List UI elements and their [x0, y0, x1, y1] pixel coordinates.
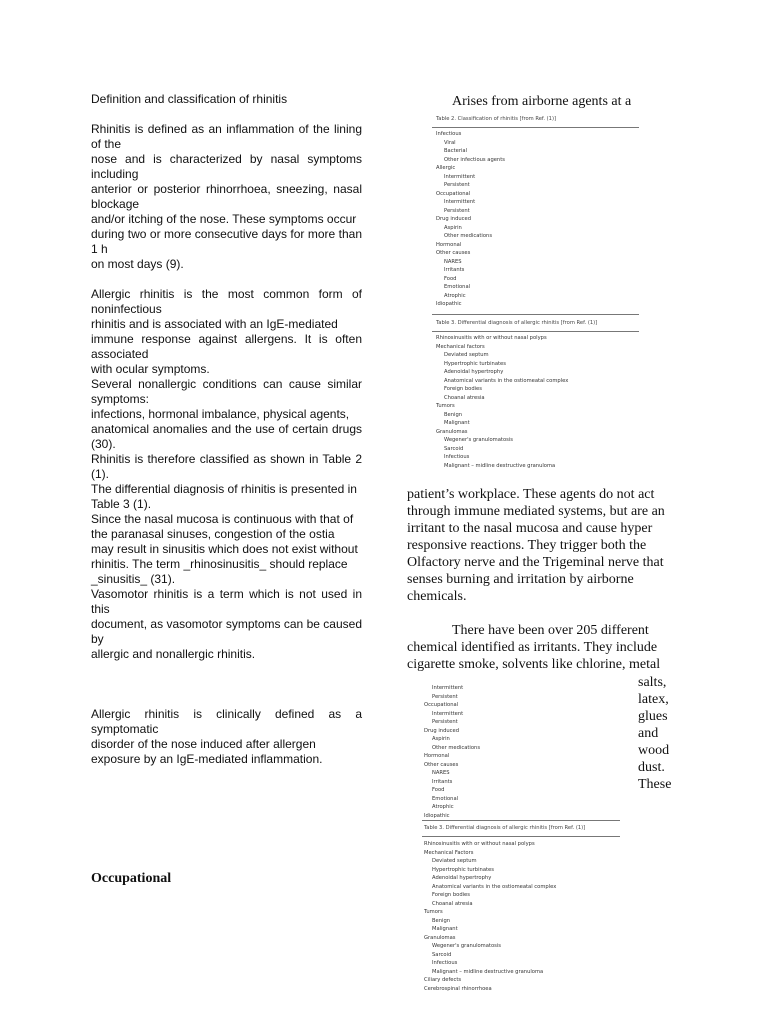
table-row: Atrophic	[432, 804, 454, 810]
table-row: Irritants	[432, 778, 453, 785]
table-row: Persistent	[432, 719, 458, 725]
table-row: Ciliary defects	[424, 977, 462, 983]
side-word: latex,	[638, 692, 669, 707]
table-row: Aspirin	[432, 736, 450, 742]
table-row: Idiopathic	[424, 812, 450, 819]
table-row: NARES	[432, 770, 450, 776]
table-row: Anatomical variants in the ostiomeatal complex	[444, 377, 569, 384]
right-paragraph-irritants: There have been over 205 different chemical identified as irritants. They include cigarette smoke, solvents like chlorine, metal	[407, 623, 661, 672]
right-paragraph-workplace: patient’s workplace. These agents do not act through immune mediated systems, but are an irritant to the nasal mucosa and cause hyper responsive reactions. They trigger both the Olfactory nerve and the Trigeminal nerve that senses burning and irritation by airborne chemicals.	[407, 487, 665, 604]
table-row: Allergic	[436, 165, 456, 171]
table-row: Hypertrophic turbinates	[432, 866, 494, 873]
side-words-list	[638, 674, 671, 793]
table-row: Persistent	[432, 693, 458, 700]
table-row: Drug induced	[424, 727, 460, 734]
table-row: Hypertrophic turbinates	[444, 360, 506, 367]
table-row: Wegener's granulomatosis	[432, 943, 501, 949]
table-row: Other causes	[424, 761, 459, 768]
table2-repeat-rule	[422, 820, 620, 821]
table-row: Food	[444, 275, 457, 282]
table-row: Irritants	[444, 267, 465, 273]
table3-repeat-body	[424, 840, 556, 993]
table-row: Hormonal	[424, 753, 450, 759]
table-row: Hormonal	[436, 241, 462, 248]
table-row: Other medications	[432, 744, 481, 751]
table-row: Viral	[444, 139, 456, 146]
table-row: Intermittent	[432, 685, 464, 691]
table3-repeat-caption: Table 3. Differential diagnosis of allergic rhinitis [from Ref. (1)]	[424, 825, 586, 831]
table-row: Cerebrospinal rhinorrhoea	[424, 985, 492, 992]
table-row: Foreign bodies	[444, 386, 482, 392]
table-row: Other infectious agents	[444, 156, 505, 163]
table-row: Drug induced	[436, 216, 472, 222]
table-row: Persistent	[444, 207, 470, 214]
table-row: Mechanical Factors	[424, 849, 474, 856]
table-row: Adenoidal hypertrophy	[444, 369, 504, 375]
table-row: Adenoidal hypertrophy	[432, 875, 492, 881]
side-word: salts,	[638, 675, 667, 690]
table-row: Rhinosinusitis with or without nasal polyps	[424, 841, 535, 847]
table-row: Emotional	[444, 284, 471, 290]
table-row: Deviated septum	[444, 352, 489, 358]
definition-paragraph: Rhinitis is defined as an inflammation of the lining of the nose and is characterized by nasal symptoms including anterior or posterior rhinorrhoea, sneezing, nasal blockage and/or itching of the nose. These symptoms occur during two or more consecutive days for more than 1 h on most days (9).	[91, 122, 362, 271]
section-heading: Definition and classification of rhinitis	[91, 92, 288, 106]
table3-top-body	[436, 334, 568, 470]
table-row: Occupational	[424, 702, 459, 708]
table-row: Sarcoid	[444, 445, 464, 452]
table3-repeat-rule	[422, 836, 620, 837]
table2-top-body	[436, 130, 505, 309]
table3-top-rule	[432, 331, 639, 332]
table-row: Granulomas	[424, 934, 456, 941]
side-word: dust.	[638, 760, 665, 775]
table-row: Bacterial	[444, 148, 468, 154]
table-row: Infectious	[436, 131, 462, 137]
table-row: Malignant – midline destructive granuloma	[432, 968, 544, 975]
table-row: Food	[432, 787, 445, 793]
table-row: Malignant – midline destructive granuloma	[444, 462, 556, 469]
table2-top-caption: Table 2. Classification of rhinitis [from Ref. (1)]	[436, 116, 557, 122]
table-row: Tumors	[424, 909, 443, 915]
table-row: Mechanical factors	[436, 343, 485, 350]
side-word: wood	[638, 743, 670, 758]
side-word: and	[638, 726, 659, 741]
table-row: Tumors	[436, 403, 455, 409]
left-column	[91, 92, 362, 767]
table-row: Intermittent	[432, 710, 464, 717]
table-row: Persistent	[444, 182, 470, 188]
table-row: Foreign bodies	[432, 892, 470, 898]
table-row: Occupational	[436, 190, 471, 197]
table-row: Aspirin	[444, 224, 462, 231]
table-row: Infectious	[444, 454, 470, 460]
table-row: Sarcoid	[432, 951, 452, 958]
table-row: Deviated septum	[432, 858, 477, 864]
clinical-definition-paragraph: Allergic rhinitis is clinically defined as a symptomatic disorder of the nose induced after allergen exposure by an IgE-mediated inflammation.	[91, 707, 362, 766]
right-top-line: Arises from airborne agents at a	[452, 94, 632, 109]
table-row: Infectious	[432, 960, 458, 966]
table-row: Atrophic	[444, 292, 466, 299]
table-row: Malignant	[444, 420, 470, 426]
side-word: glues	[638, 709, 668, 724]
table-row: Other medications	[444, 233, 493, 239]
table-row: Intermittent	[444, 199, 476, 205]
table-row: Intermittent	[444, 173, 476, 180]
table-row: Emotional	[432, 795, 459, 802]
table2-repeat-body	[424, 684, 480, 820]
table2-bottom-rule	[432, 314, 639, 315]
table-row: Rhinosinusitis with or without nasal polyps	[436, 335, 547, 341]
classification-paragraph: Allergic rhinitis is the most common form of noninfectious rhinitis and is associated with an IgE-mediated immune response against allergens. It is often associated with ocular symptoms. Several nonallergic conditions can cause similar symptoms: infections, hormonal imbalance, physical agents, anatomical anomalies and the use of certain drugs (30). Rhinitis is therefore classified as shown in Table 2 (1). The differential diagnosis of rhinitis is presented in Table 3 (1). Since the nasal mucosa is continuous with that of the paranasal sinuses, congestion of the ostia may result in sinusitis which does not exist without rhinitis. The term _rhinosinusitis_ should replace _sinusitis_ (31). Vasomotor rhinitis is a term which is not used in this document, as vasomotor symptoms can be caused by allergic and nonallergic rhinitis.	[91, 287, 362, 661]
table-row: Choanal atresia	[444, 394, 485, 401]
table-row: Granulomas	[436, 428, 468, 435]
table3-top-caption: Table 3. Differential diagnosis of allergic rhinitis [from Ref. (1)]	[436, 320, 598, 326]
table-row: Anatomical variants in the ostiomeatal complex	[432, 883, 557, 890]
table-row: Benign	[444, 411, 463, 418]
table-row: Wegener's granulomatosis	[444, 437, 513, 443]
table-row: Other causes	[436, 250, 471, 256]
table-row: Benign	[432, 917, 451, 924]
occupational-heading: Occupational	[91, 871, 172, 886]
table-row: Malignant	[432, 926, 458, 932]
table-row: Idiopathic	[436, 301, 462, 307]
side-word: These	[638, 777, 672, 792]
table2-top-rule	[432, 127, 639, 128]
table-row: NARES	[444, 258, 462, 265]
table-row: Choanal atresia	[432, 900, 473, 907]
